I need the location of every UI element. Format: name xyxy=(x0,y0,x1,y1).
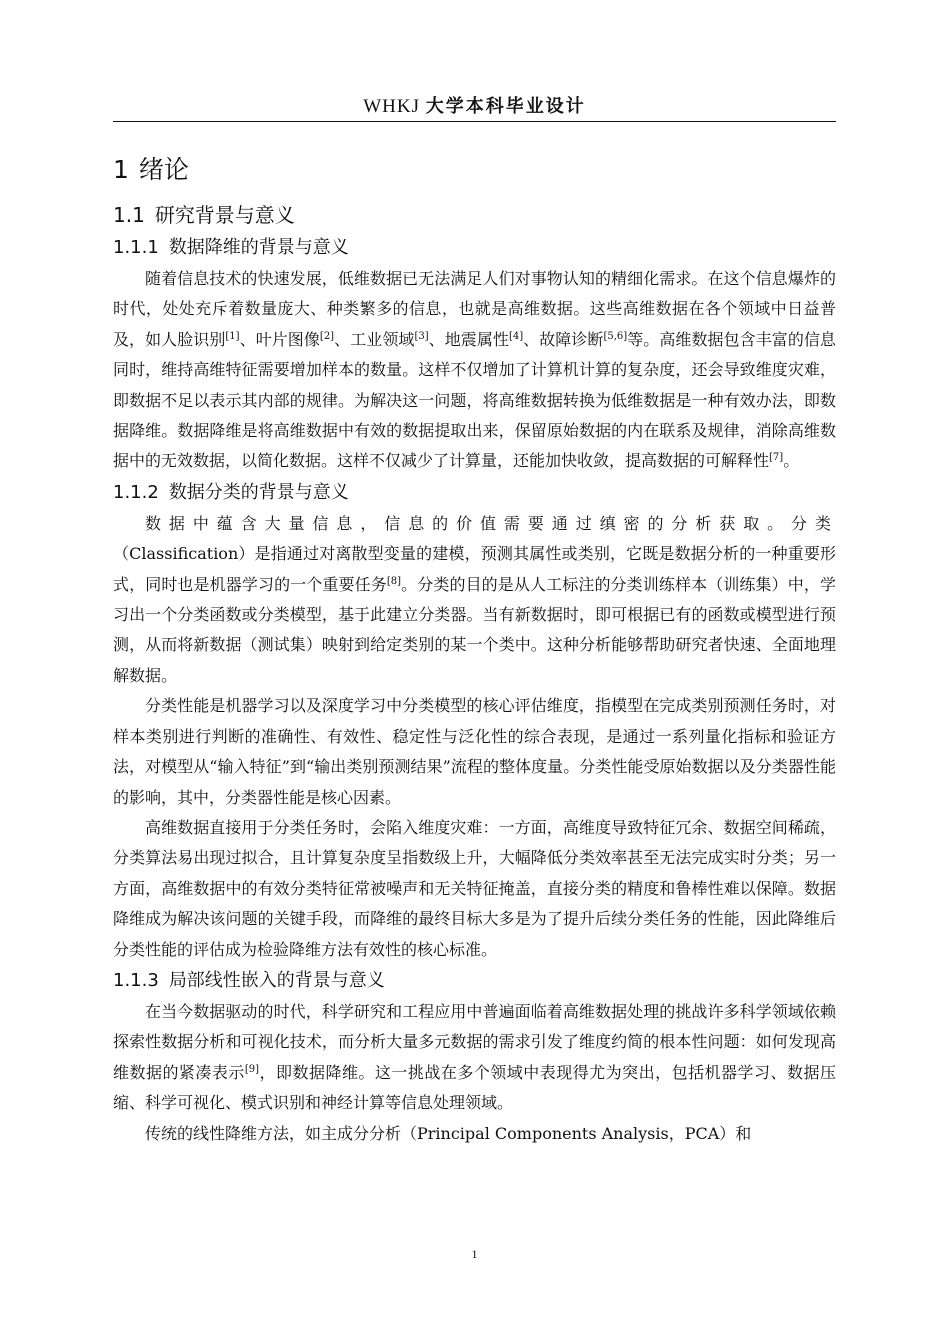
section-title: 研究背景与意义 xyxy=(154,203,295,227)
subsection-heading-2 xyxy=(113,477,836,509)
citation: [7] xyxy=(769,452,784,464)
header-rule xyxy=(113,121,836,122)
subsection-title: 数据降维的背景与意义 xyxy=(168,237,349,258)
citation: [9] xyxy=(244,1063,260,1075)
paragraph: 数据中蕴含大量信息，信息的价值需要通过缜密的分析获取。分类（Classification）是指通过对离散型变量的建模，预测其属性或类别，它既是数据分析的一种重要形式，同时也是机器学习的一个重要任务[8]。分类的目的是从人工标注的分类训练样本（训练集）中，学习出一个分类函数或分类模型，基于此建立分类器。当有新数据时，即可根据已有的函数或模型进行预测，从而将新数据（测试集）映射到给定类别的某一个类中。这种分析能够帮助研究者快速、全面地理解数据。 xyxy=(113,513,836,685)
section-heading xyxy=(113,198,836,232)
section-number: 1.1 xyxy=(113,203,145,227)
page-header xyxy=(113,92,836,121)
chapter-number: 1 xyxy=(113,155,129,184)
subsection-number: 1.1.3 xyxy=(113,969,159,991)
subsection-title: 局部线性嵌入的背景与意义 xyxy=(168,969,385,991)
citation: [4] xyxy=(508,330,524,342)
citation: [1] xyxy=(225,330,240,342)
chapter-heading xyxy=(113,148,836,192)
citation: [2] xyxy=(319,330,335,342)
paragraph: 分类性能是机器学习以及深度学习中分类模型的核心评估维度，指模型在完成类别预测任务时，对样本类别进行判断的准确性、有效性、稳定性与泛化性的综合表现，是通过一系列量化指标和验证方法，对模型从“输入特征”到“输出类别预测结果”流程的整体度量。分类性能受原始数据以及分类器性能的影响，其中，分类器性能是核心因素。 xyxy=(113,696,836,807)
paragraph: 随着信息技术的快速发展，低维数据已无法满足人们对事物认知的精细化需求。在这个信息爆炸的时代，处处充斥着数量庞大、种类繁多的信息，也就是高维数据。这些高维数据在各个领域中日益普及，如人脸识别[1]、叶片图像[2]、工业领域[3]、地震属性[4]、故障诊断[5,6]等。高维数据包含丰富的信息同时，维持高维特征需要增加样本的数量。这样不仅增加了计算机计算的复杂度，还会导致维度灾难，即数据不足以表示其内部的规律。为解决这一问题，将高维数据转换为低维数据是一种有效办法，即数据降维。数据降维是将高维数据中有效的数据提取出来，保留原始数据的内在联系及规律，消除高维数据中的无效数据，以简化数据。这样不仅减少了计算量，还能加快收敛，提高数据的可解释性[7]。 xyxy=(113,269,836,471)
page-number: 1 xyxy=(471,1247,478,1261)
subsection-heading-1 xyxy=(113,232,836,264)
citation: [3] xyxy=(414,330,429,342)
header-title: 大学本科毕业设计 xyxy=(425,96,586,117)
paragraph: 传统的线性降维方法，如主成分分析（Principal Components Analysis，PCA）和 xyxy=(145,1123,752,1143)
chapter-title: 绪论 xyxy=(138,155,189,184)
subsection-number: 1.1.2 xyxy=(113,481,159,503)
citation: [5,6] xyxy=(603,330,628,342)
subsection-title: 数据分类的背景与意义 xyxy=(168,481,349,503)
paragraph: 高维数据直接用于分类任务时，会陷入维度灾难：一方面，高维度导致特征冗余、数据空间稀疏，分类算法易出现过拟合，且计算复杂度呈指数级上升，大幅降低分类效率甚至无法完成实时分类；另一方面，高维数据中的有效分类特征常被噪声和无关特征掩盖，直接分类的精度和鲁棒性难以保障。数据降维成为解决该问题的关键手段，而降维的最终目标大多是为了提升后续分类任务的性能，因此降维后分类性能的评估成为检验降维方法有效性的核心标准。 xyxy=(113,817,836,959)
header-brand: WHKJ xyxy=(363,96,426,117)
citation: [8] xyxy=(386,575,402,587)
subsection-heading-3 xyxy=(113,965,836,997)
page-body xyxy=(113,148,836,1149)
subsection-number: 1.1.1 xyxy=(113,237,159,258)
paragraph: 在当今数据驱动的时代，科学研究和工程应用中普遍面临着高维数据处理的挑战许多科学领域依赖探索性数据分析和可视化技术，而分析大量多元数据的需求引发了维度约简的根本性问题：如何发现高维数据的紧凑表示[9]，即数据降维。这一挑战在多个领域中表现得尤为突出，包括机器学习、数据压缩、科学可视化、模式识别和神经计算等信息处理领域。 xyxy=(113,1001,836,1113)
